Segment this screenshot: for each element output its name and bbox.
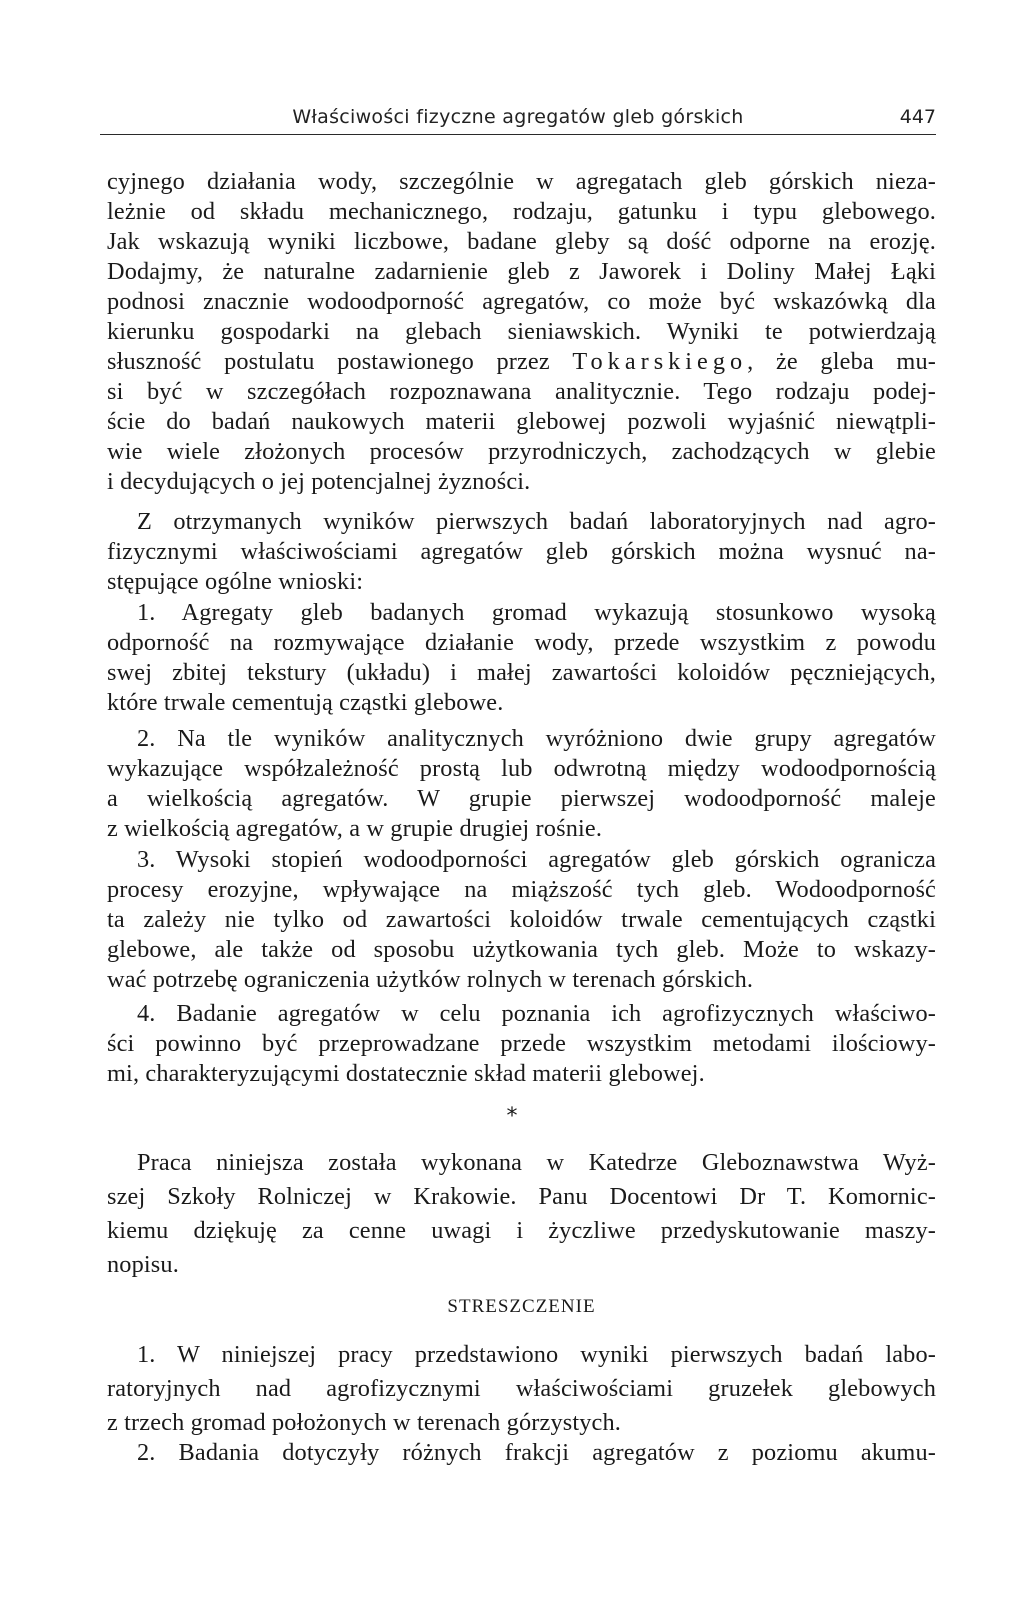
text-line: Praca niniejsza została wykonana w Katedrze Gleboznawstwa Wyż- [137,1149,936,1176]
text-fragment: słuszność postulatu postawionego przez [107,348,573,375]
text-line: które trwale cementują cząstki glebowe. [107,689,504,716]
text-line: Jak wskazują wyniki liczbowe, badane gleby są dość odporne na erozję. [107,228,936,255]
text-line: kierunku gospodarki na glebach sieniawskich. Wyniki te potwierdzają [107,318,936,345]
text-line: stępujące ogólne wnioski: [107,568,364,595]
text-line-with-author [107,347,936,377]
summary-heading: STRESZCZENIE [447,1296,596,1317]
text-line: 2. Badania dotyczyły różnych frakcji agregatów z poziomu akumu- [137,1439,936,1466]
text-line: wie wiele złożonych procesów przyrodniczych, zachodzących w glebie [107,438,936,465]
text-line: szej Szkoły Rolniczej w Krakowie. Panu Docentowi Dr T. Komornic- [107,1183,936,1210]
text-line: nopisu. [107,1251,179,1278]
text-line: kiemu dziękuję za cenne uwagi i życzliwe przedyskutowanie maszy- [107,1217,936,1244]
text-line: swej zbitej tekstury (układu) i małej zawartości koloidów pęczniejących, [107,659,936,686]
text-line: wykazujące współzależność prostą lub odwrotną między wodoodpornością [107,755,936,782]
text-line: podnosi znacznie wodoodporność agregatów, co może być wskazówką dla [107,288,936,315]
text-line: Dodajmy, że naturalne zadarnienie gleb z Jaworek i Doliny Małej Łąki [107,258,936,285]
text-line: wać potrzebę ograniczenia użytków rolnych w terenach górskich. [107,966,754,993]
text-line: si być w szczegółach rozpoznawana analitycznie. Tego rodzaju podej- [107,378,936,405]
text-line: odporność na rozmywające działanie wody, przede wszystkim z powodu [107,629,936,656]
text-line: Z otrzymanych wyników pierwszych badań laboratoryjnych nad agro- [137,508,936,535]
text-line: ście do badań naukowych materii glebowej pozwoli wyjaśnić niewątpli- [107,408,936,435]
text-fragment: , że gleba mu- [747,348,936,375]
text-line: ta zależy nie tylko od zawartości koloidów trwale cementujących cząstki [107,906,936,933]
section-separator: * [506,1104,518,1129]
text-line: leżnie od składu mechanicznego, rodzaju, gatunku i typu glebowego. [107,198,936,225]
author-name-tokarski: Tokarskiego [572,348,748,375]
text-line: cyjnego działania wody, szczególnie w agregatach gleb górskich nieza- [107,168,936,195]
text-line: fizycznymi właściwościami agregatów gleb górskich można wysnuć na- [107,538,936,565]
text-line: glebowe, ale także od sposobu użytkowania tych gleb. Może to wskazy- [107,936,936,963]
text-line: 4. Badanie agregatów w celu poznania ich agrofizycznych właściwo- [137,1000,936,1027]
text-line: a wielkością agregatów. W grupie pierwszej wodoodporność maleje [107,785,936,812]
text-line: 3. Wysoki stopień wodoodporności agregatów gleb górskich ogranicza [137,846,936,873]
running-header [100,104,936,135]
text-line: z trzech gromad położonych w terenach górzystych. [107,1409,622,1436]
text-line: mi, charakteryzującymi dostatecznie skład materii glebowej. [107,1060,705,1087]
text-line: z wielkością agregatów, a w grupie drugiej rośnie. [107,815,603,842]
text-line: 2. Na tle wyników analitycznych wyróżniono dwie grupy agregatów [137,725,936,752]
text-line: 1. W niniejszej pracy przedstawiono wyniki pierwszych badań labo- [137,1341,936,1368]
header-title: Właściwości fizyczne agregatów gleb górskich [292,106,744,128]
text-line: i decydujących o jej potencjalnej żyzności. [107,468,531,495]
text-line: procesy erozyjne, wpływające na miąższość tych gleb. Wodoodporność [107,876,936,903]
page-number: 447 [899,106,936,128]
text-line: ści powinno być przeprowadzane przede wszystkim metodami ilościowy- [107,1030,936,1057]
text-line: ratoryjnych nad agrofizycznymi właściwościami gruzełek glebowych [107,1375,936,1402]
text-line: 1. Agregaty gleb badanych gromad wykazują stosunkowo wysoką [137,599,936,626]
